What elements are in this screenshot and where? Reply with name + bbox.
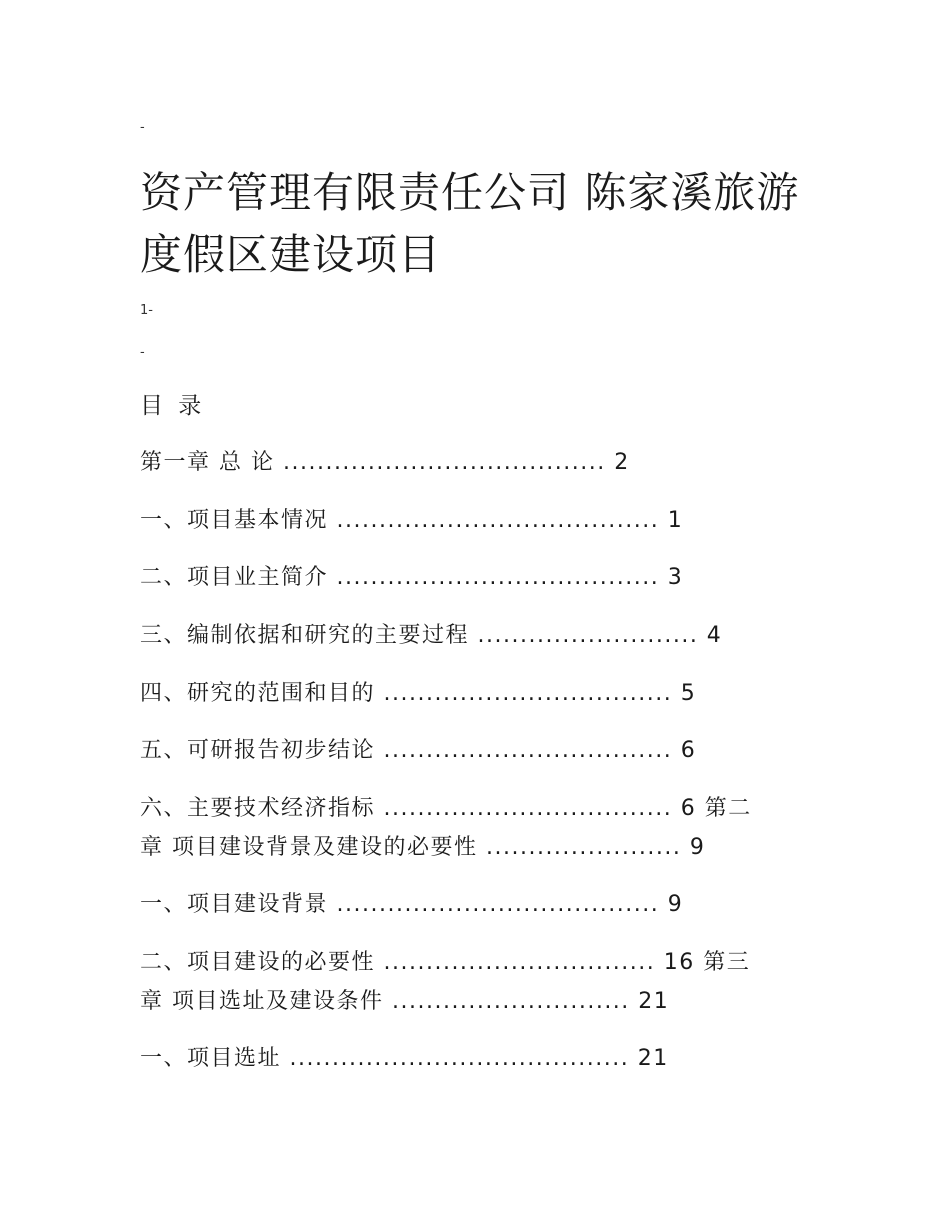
separator-mark: - [140, 345, 145, 360]
toc-item[interactable]: 一、项目基本情况 ...................................... 1 [140, 508, 684, 533]
toc-item[interactable]: 二、项目建设的必要性 ................................ 16 第三 [140, 950, 751, 975]
toc-item[interactable]: 四、研究的范围和目的 .................................. 5 [140, 681, 697, 706]
toc-item[interactable]: 章 项目建设背景及建设的必要性 ....................... 9 [140, 835, 706, 860]
toc-item[interactable]: 二、项目业主简介 ...................................... 3 [140, 565, 684, 590]
toc-item[interactable]: 五、可研报告初步结论 .................................. 6 [140, 738, 697, 763]
toc-item[interactable]: 第一章 总 论 ...................................... 2 [140, 450, 630, 475]
header-mark: - [140, 120, 145, 135]
toc-item[interactable]: 三、编制依据和研究的主要过程 .......................... 4 [140, 623, 723, 648]
toc-item[interactable]: 一、项目选址 ........................................ 21 [140, 1046, 669, 1071]
toc-item[interactable]: 一、项目建设背景 ...................................... 9 [140, 892, 684, 917]
page-number: 1- [140, 303, 153, 318]
toc-item[interactable]: 章 项目选址及建设条件 ............................ 21 [140, 989, 670, 1014]
document-title: 资产管理有限责任公司 陈家溪旅游度假区建设项目 [140, 168, 800, 279]
toc-heading: 目 录 [140, 393, 206, 419]
toc-item[interactable]: 六、主要技术经济指标 .................................. 6 第二 [140, 796, 752, 821]
